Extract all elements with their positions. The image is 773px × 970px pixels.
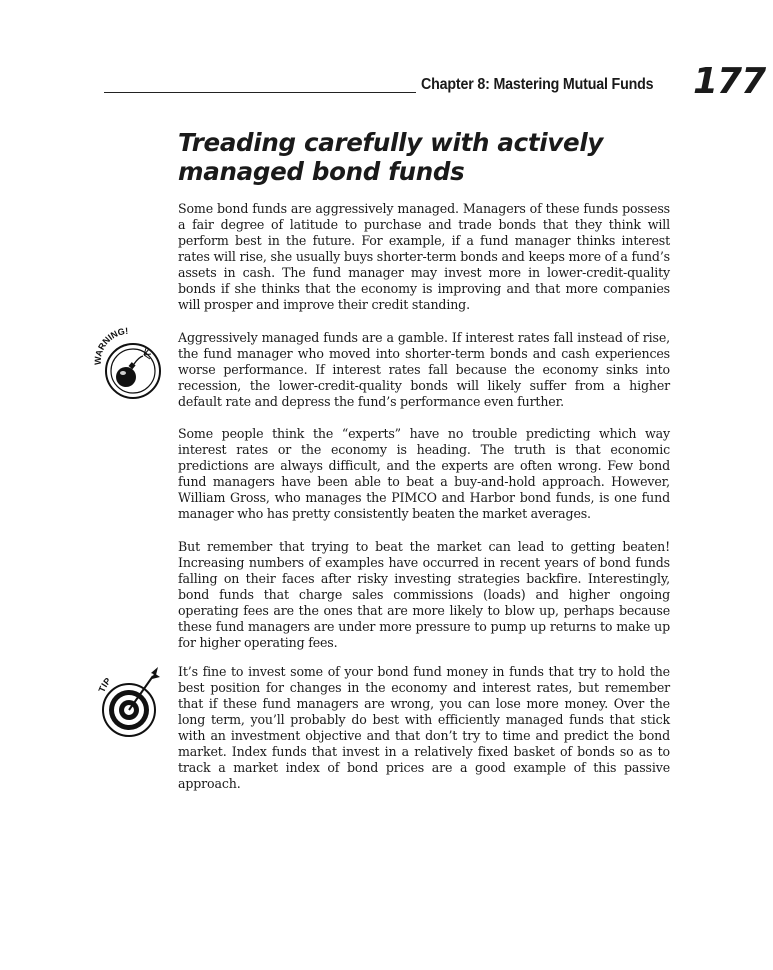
tip-paragraph: It’s fine to invest some of your bond fund money in funds that try to hold the best position for changes in the economy and interest rates, but remember that if these fund managers are wrong, you can lose more money. Over the long term, you’ll probably do best with efficiently managed funds that stick with an investment objective and that don’t try to time and predict the bond market. Index funds that invest in a relatively fixed basket of bonds so as to track a market index of bond prices are a good example of this passive approach. <box>178 664 670 791</box>
body-paragraph: Some people think the “experts” have no trouble predicting which way interest rates or the economy is heading. The truth is that economic predictions are always difficult, and the experts are often wrong. Few bond fund managers have been able to beat a buy-and-hold approach. However, William Gross, who manages the PIMCO and Harbor bond funds, is one fund manager who has pretty consistently beaten the market averages. <box>178 426 670 521</box>
warning-bomb-icon <box>93 327 163 399</box>
body-paragraph: But remember that trying to beat the market can lead to getting beaten! Increasing numbers of examples have occurred in recent years of bond funds falling on their faces after risky investing strategies backfire. Interestingly, bond funds that charge sales commissions (loads) and higher ongoing operating fees are the ones that are more likely to blow up, perhaps because these fund managers are under more pressure to pump up returns to make up for higher operating fees. <box>178 539 670 650</box>
tip-target-icon <box>96 663 166 737</box>
header-rule <box>104 92 416 93</box>
section-heading: Treading carefully with actively managed bond funds <box>178 128 604 186</box>
tip-icon-label: TIP <box>96 675 113 694</box>
warning-paragraph: Aggressively managed funds are a gamble. If interest rates fall instead of rise, the fund manager who moved into shorter-term bonds and cash experiences worse performance. If interest rates fall because the economy sinks into recession, the lower-credit-quality bonds will likely suffer from a higher default rate and depress the fund’s performance even further. <box>178 330 670 409</box>
page-number: 177 <box>693 61 766 102</box>
warning-icon-label: WARNING! <box>93 327 129 366</box>
body-paragraph: Some bond funds are aggressively managed. Managers of these funds possess a fair degree of latitude to purchase and trade bonds that they think will perform best in the future. For example, if a fund manager thinks interest rates will rise, she usually buys shorter-term bonds and keeps more of a fund’s assets in cash. The fund manager may invest more in lower-credit-quality bonds if she thinks that the economy is improving and that more companies will prosper and improve their credit standing. <box>178 201 670 312</box>
running-header-chapter-title: Chapter 8: Mastering Mutual Funds <box>421 76 654 93</box>
